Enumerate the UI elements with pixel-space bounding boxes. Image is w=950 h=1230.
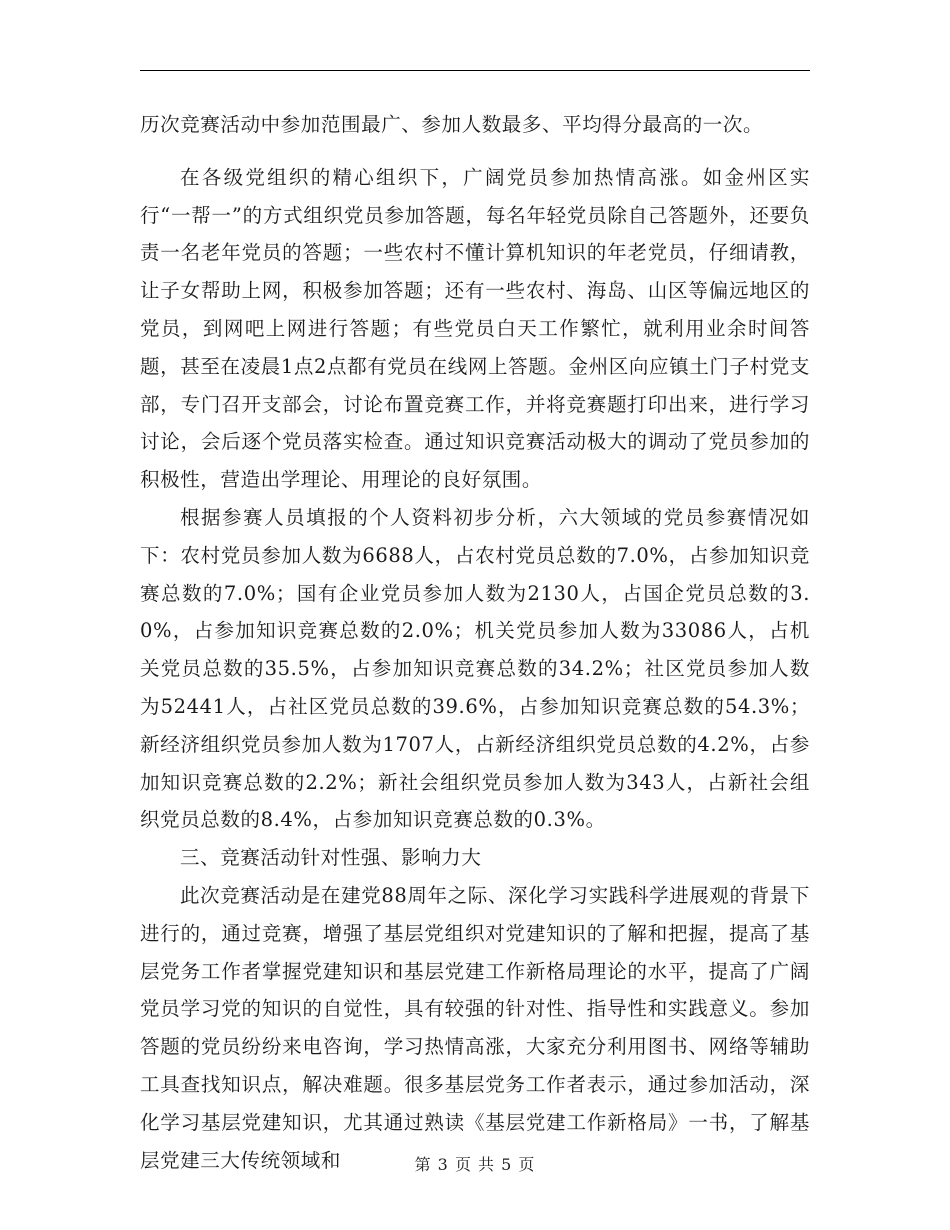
- paragraph-continuation: 历次竞赛活动中参加范围最广、参加人数最多、平均得分最高的一次。: [140, 113, 764, 136]
- paragraph-participation-statistics: 根据参赛人员填报的个人资料初步分析，六大领域的党员参赛情况如下：农村党员参加人数为6688人，占农村党员总数的7.0%，占参加知识竞赛总数的7.0%；国有企业党员参加人数为2130人，占国企党员总数的3.0%，占参加知识竞赛总数的2.0%；机关党员参加人数为33086人，占机关党员总数的35.5%，占参加知识竞赛总数的34.2%；社区党员参加人数为52441人，占社区党员总数的39.6%，占参加知识竞赛总数的54.3%；新经济组织党员参加人数为1707人，占新经济组织党员总数的4.2%，占参加知识竞赛总数的2.2%；新社会组织党员参加人数为343人，占新社会组织党员总数的8.4%，占参加知识竞赛总数的0.3%。: [140, 505, 810, 832]
- header-rule: [140, 70, 810, 71]
- page-number-footer: 第 3 页 共 5 页: [414, 1155, 536, 1174]
- paragraph-competition-impact: 此次竞赛活动是在建党88周年之际、深化学习实践科学进展观的背景下进行的，通过竞赛，增强了基层党组织对党建知识的了解和把握，提高了基层党务工作者掌握党建知识和基层党建工作新格局理论的水平，提高了广阔党员学习党的知识的自觉性，具有较强的针对性、指导性和实践意义。参加答题的党员纷纷来电咨询，学习热情高涨，大家充分利用图书、网络等辅助工具查找知识点，解决难题。很多基层党务工作者表示，通过参加活动，深化学习基层党建知识，尤其通过熟读《基层党建工作新格局》一书，了解基层党建三大传统领域和: [140, 883, 810, 1172]
- page-body: [140, 106, 810, 1179]
- section-heading-three: 三、竞赛活动针对性强、影响力大: [180, 846, 482, 870]
- paragraph-party-participation: 在各级党组织的精心组织下，广阔党员参加热情高涨。如金州区实行“一帮一”的方式组织党员参加答题，每名年轻党员除自己答题外，还要负责一名老年党员的答题；一些农村不懂计算机知识的年老党员，仔细请教，让子女帮助上网，积极参加答题；还有一些农村、海岛、山区等偏远地区的党员，到网吧上网进行答题；有些党员白天工作繁忙，就利用业余时间答题，甚至在凌晨1点2点都有党员在线网上答题。金州区向应镇土门子村党支部，专门召开支部会，讨论布置竞赛工作，并将竞赛题打印出来，进行学习讨论，会后逐个党员落实检查。通过知识竞赛活动极大的调动了党员参加的积极性，营造出学理论、用理论的良好氛围。: [140, 165, 810, 492]
